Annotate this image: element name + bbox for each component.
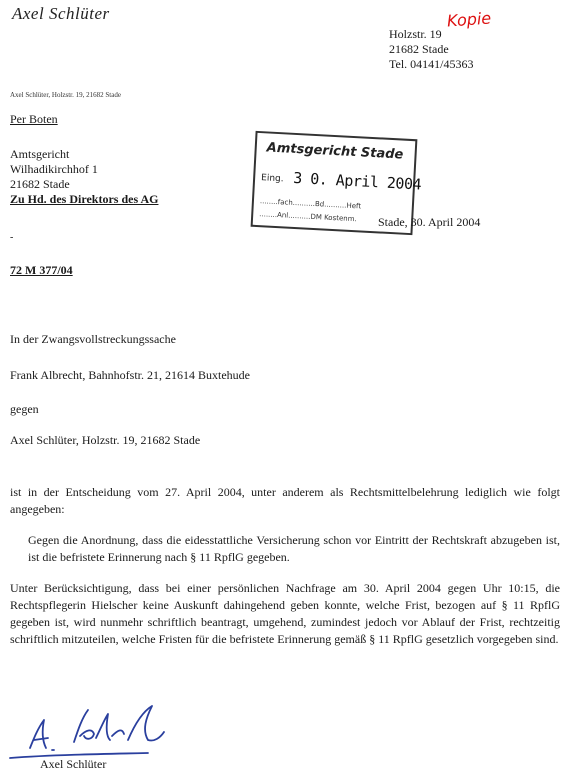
body-creditor: Frank Albrecht, Bahnhofstr. 21, 21614 Buxtehude xyxy=(10,368,250,382)
copy-note: Kopie xyxy=(446,8,492,31)
signature-name: Axel Schlüter xyxy=(40,757,107,771)
sender-street: Holzstr. 19 xyxy=(389,27,442,41)
stamp-title: Amtsgericht Stade xyxy=(266,140,404,163)
sender-address xyxy=(389,27,474,72)
letterhead-name: Axel Schlüter xyxy=(12,4,110,23)
body-paragraph-decision: ist in der Entscheidung vom 27. April 2004, unter anderem als Rechtsmittelbelehrung lediglich wie folgt angegeben: xyxy=(10,485,560,516)
recipient-line-3: 21682 Stade xyxy=(10,177,70,191)
delivery-method: Per Boten xyxy=(10,112,58,126)
body-quote: Gegen die Anordnung, dass die eidesstattliche Versicherung schon vor Eintritt der Rechtskraft abzugeben ist, ist die befristete Erinnerung nach § 11 RpflG gegeben. xyxy=(28,533,560,564)
handwritten-signature xyxy=(8,700,178,760)
separator-dash: - xyxy=(10,232,14,243)
recipient-line-4: Zu Hd. des Direktors des AG xyxy=(10,192,159,206)
recipient-address xyxy=(10,147,158,207)
body-case-intro: In der Zwangsvollstreckungssache xyxy=(10,332,176,346)
sender-city: 21682 Stade xyxy=(389,42,449,56)
body-debtor: Axel Schlüter, Holzstr. 19, 21682 Stade xyxy=(10,433,201,447)
body-paragraph-request: Unter Berücksichtigung, dass bei einer persönlichen Nachfrage am 30. April 2004 gegen Uhr 10:15, die Rechtspflegerin Hielscher keine Auskunft dahingehend geben konnte, welche Frist, bezogen auf § 11 RpflG gegeben ist, wird nunmehr schriftlich beantragt, umgehend, zumindest jedoch vor Ablauf der Frist, rechtzeitig schriftlich mitzuteilen, welche Fristen für die befristete Erinnerung gemäß § 11 RpflG gesetzlich vorgegeben sind. xyxy=(10,581,560,646)
sender-phone: Tel. 04141/45363 xyxy=(389,57,474,71)
return-address-line: Axel Schlüter, Holzstr. 19, 21682 Stade xyxy=(10,91,121,99)
stamp-date: 3 0. April 2004 xyxy=(292,168,422,194)
stamp-eing-label: Eing. xyxy=(260,173,284,185)
letter-date: Stade, 30. April 2004 xyxy=(378,215,481,229)
stamp-row-2: ........Anl..........DM Kostenm. xyxy=(259,210,357,224)
body-gegen: gegen xyxy=(10,402,39,416)
case-reference: 72 M 377/04 xyxy=(10,263,73,277)
recipient-line-1: Amtsgericht xyxy=(10,147,70,161)
stamp-row-1: ........fach..........Bd..........Heft xyxy=(259,197,362,211)
recipient-line-2: Wilhadikirchhof 1 xyxy=(10,162,98,176)
